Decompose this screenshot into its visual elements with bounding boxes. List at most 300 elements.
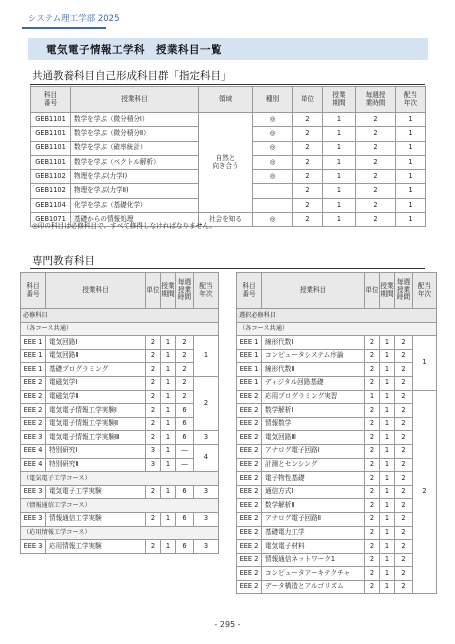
title-banner [28, 38, 428, 60]
course-row [21, 485, 219, 499]
col-domain-header: 領域 [199, 87, 253, 113]
course-name: 電気電子情報工学実験Ⅱ [46, 417, 146, 431]
period: 1 [323, 113, 356, 127]
weekly-hours: 2 [395, 363, 413, 377]
course-name: 電気回路Ⅱ [46, 349, 146, 363]
course-name: 情報通信工学実験 [46, 512, 146, 526]
course-code: EEE 1 [237, 336, 262, 350]
course-name: 基礎プログラミング [46, 363, 146, 377]
course-row [21, 363, 219, 377]
course-row [21, 336, 219, 350]
domain-cell: 社会を知る [199, 213, 253, 227]
weekly-hours: 2 [176, 376, 194, 390]
course-row [237, 417, 437, 431]
course-row [237, 404, 437, 418]
credit: 2 [146, 363, 161, 377]
course-row [21, 458, 219, 472]
period: 1 [161, 540, 176, 554]
period: 1 [380, 499, 395, 513]
weekly-hours: 2 [356, 141, 396, 155]
credit: 2 [365, 580, 380, 594]
course-code: EEE 3 [21, 485, 46, 499]
year: 1 [396, 113, 426, 127]
course-row [237, 336, 437, 350]
weekly-hours: 2 [395, 512, 413, 526]
period: 1 [161, 390, 176, 404]
group-row [237, 309, 437, 323]
course-code: EEE 1 [21, 336, 46, 350]
course-code: EEE 2 [237, 485, 262, 499]
course-name: 物理を学ぶ(力学Ⅰ) [71, 170, 199, 184]
year: 1 [396, 170, 426, 184]
course-code: GEB1104 [31, 198, 71, 212]
course-row [21, 444, 219, 458]
course-row [237, 349, 437, 363]
credit: 2 [293, 213, 323, 227]
course-row [237, 363, 437, 377]
weekly-hours: 2 [395, 376, 413, 390]
table-header-row [237, 273, 437, 309]
col-name-header: 授業科目 [46, 273, 146, 309]
course-name: 数学を学ぶ（ベクトル解析） [71, 155, 199, 169]
course-code: GEB1101 [31, 127, 71, 141]
col-hours-header: 毎週授 業時間 [356, 87, 396, 113]
weekly-hours: 2 [395, 458, 413, 472]
required-mark [253, 198, 293, 212]
course-code: EEE 2 [237, 417, 262, 431]
course-name: 基礎電力工学 [262, 526, 365, 540]
credit: 2 [146, 417, 161, 431]
section1-rule [30, 84, 425, 85]
course-row [31, 113, 426, 127]
weekly-hours: 2 [395, 485, 413, 499]
course-row [237, 512, 437, 526]
course-name: 電磁気学Ⅰ [46, 376, 146, 390]
table-header-row [31, 87, 426, 113]
course-row [237, 580, 437, 594]
weekly-hours: 2 [176, 390, 194, 404]
period: 1 [323, 213, 356, 227]
course-code: EEE 2 [237, 540, 262, 554]
subgroup-label: （情報通信工学コース） [21, 499, 219, 513]
credit: 2 [365, 376, 380, 390]
course-code: EEE 2 [237, 472, 262, 486]
course-row [237, 458, 437, 472]
course-code: EEE 2 [21, 404, 46, 418]
credit: 2 [146, 540, 161, 554]
col-code-header: 科目 番号 [237, 273, 262, 309]
col-year-header: 配当 年次 [396, 87, 426, 113]
course-code: EEE 2 [237, 526, 262, 540]
course-code: EEE 2 [21, 390, 46, 404]
course-name: コンピュータアーキテクチャ [262, 567, 365, 581]
subgroup-row [21, 322, 219, 336]
course-name: アナログ電子回路Ⅱ [262, 512, 365, 526]
course-name: 情報数学 [262, 417, 365, 431]
required-mark: ◎ [253, 170, 293, 184]
course-code: EEE 1 [21, 349, 46, 363]
course-code: EEE 4 [21, 458, 46, 472]
period: 1 [161, 458, 176, 472]
weekly-hours: 2 [395, 472, 413, 486]
period: 1 [380, 444, 395, 458]
course-row [237, 553, 437, 567]
year: 2 [194, 376, 219, 430]
period: 1 [323, 141, 356, 155]
year: 1 [194, 336, 219, 377]
top-header [22, 10, 222, 26]
subgroup-label: （各コース共通） [21, 322, 219, 336]
year: 1 [396, 184, 426, 198]
credit: 2 [365, 336, 380, 350]
period: 1 [380, 580, 395, 594]
course-name: 情報通信ネットワーク1 [262, 553, 365, 567]
credit: 2 [293, 198, 323, 212]
course-code: EEE 1 [237, 349, 262, 363]
period: 1 [323, 127, 356, 141]
period: 1 [380, 431, 395, 445]
col-period-header: 授業 期間 [323, 87, 356, 113]
weekly-hours: 2 [395, 431, 413, 445]
col-credit-header: 単位 [365, 273, 380, 309]
subgroup-label: （応用情報工学コース） [21, 526, 219, 540]
group-row [21, 309, 219, 323]
course-row [21, 390, 219, 404]
course-row [21, 349, 219, 363]
required-mark: ◎ [253, 213, 293, 227]
course-name: 電子物性基礎 [262, 472, 365, 486]
course-name: 線形代数Ⅰ [262, 336, 365, 350]
course-name: 応用プログラミング実習 [262, 390, 365, 404]
credit: 2 [365, 553, 380, 567]
year: 1 [396, 198, 426, 212]
weekly-hours: 2 [356, 155, 396, 169]
col-period-header: 授業 期間 [161, 273, 176, 309]
credit: 3 [146, 458, 161, 472]
col-name-header: 授業科目 [71, 87, 199, 113]
period: 1 [380, 485, 395, 499]
course-name: 計測とセンシング [262, 458, 365, 472]
period: 1 [380, 512, 395, 526]
period: 1 [161, 349, 176, 363]
period: 1 [380, 540, 395, 554]
subgroup-label: （各コース共通） [237, 322, 437, 336]
period: 1 [323, 155, 356, 169]
required-mark: ◎ [253, 127, 293, 141]
course-code: EEE 2 [237, 580, 262, 594]
weekly-hours: ― [176, 444, 194, 458]
course-code: EEE 1 [21, 363, 46, 377]
col-credit-header: 単位 [293, 87, 323, 113]
period: 1 [380, 349, 395, 363]
course-row [21, 404, 219, 418]
course-row [21, 540, 219, 554]
course-code: GEB1101 [31, 113, 71, 127]
course-name: 数学を学ぶ（微分積分Ⅰ） [71, 113, 199, 127]
weekly-hours: 6 [176, 512, 194, 526]
period: 1 [380, 404, 395, 418]
course-name: 電気電子工学実験 [46, 485, 146, 499]
course-code: EEE 2 [21, 417, 46, 431]
group-label: 選択必修科目 [237, 309, 437, 323]
course-name: 線形代数Ⅱ [262, 363, 365, 377]
domain-cell: 自然と 向き合う [199, 113, 253, 213]
weekly-hours: 2 [176, 336, 194, 350]
course-code: EEE 2 [237, 390, 262, 404]
period: 1 [380, 390, 395, 404]
year: 3 [194, 512, 219, 526]
course-name: 電気電子情報工学実験Ⅲ [46, 431, 146, 445]
required-mark [253, 184, 293, 198]
year: 1 [396, 127, 426, 141]
subgroup-row [21, 499, 219, 513]
weekly-hours: 2 [356, 170, 396, 184]
period: 1 [380, 417, 395, 431]
credit: 2 [365, 404, 380, 418]
required-mark: ◎ [253, 113, 293, 127]
section2-rule [30, 268, 425, 269]
course-name: 特別研究Ⅰ [46, 444, 146, 458]
period: 1 [161, 336, 176, 350]
credit: 2 [146, 376, 161, 390]
course-name: 電気電子情報工学実験Ⅰ [46, 404, 146, 418]
credit: 2 [365, 363, 380, 377]
col-hours-header: 毎週 授業 時間 [176, 273, 194, 309]
course-name: 電気回路Ⅰ [46, 336, 146, 350]
period: 1 [161, 363, 176, 377]
course-name: 数学解析Ⅰ [262, 404, 365, 418]
required-note: ◎印の科目は必修科目で、すべて修得しなければなりません。 [32, 222, 216, 230]
credit: 2 [146, 404, 161, 418]
period: 1 [380, 567, 395, 581]
credit: 2 [293, 141, 323, 155]
course-row [237, 376, 437, 390]
course-row [237, 431, 437, 445]
course-code: EEE 3 [21, 512, 46, 526]
weekly-hours: 2 [176, 349, 194, 363]
course-row [237, 567, 437, 581]
weekly-hours: 2 [395, 336, 413, 350]
credit: 2 [365, 458, 380, 472]
period: 1 [161, 444, 176, 458]
course-code: GEB1101 [31, 155, 71, 169]
year: 2 [413, 390, 437, 594]
credit: 2 [146, 336, 161, 350]
year: 3 [194, 540, 219, 554]
course-row [21, 512, 219, 526]
weekly-hours: 2 [395, 444, 413, 458]
course-name: 通信方式Ⅰ [262, 485, 365, 499]
credit: 2 [365, 472, 380, 486]
period: 1 [380, 526, 395, 540]
credit: 2 [293, 184, 323, 198]
course-code: EEE 1 [237, 363, 262, 377]
credit: 2 [293, 113, 323, 127]
course-row [21, 417, 219, 431]
course-name: 数学を学ぶ（微分積分Ⅱ） [71, 127, 199, 141]
col-year-header: 配当 年次 [413, 273, 437, 309]
col-code-header: 科目 番号 [21, 273, 46, 309]
course-row [237, 526, 437, 540]
weekly-hours: 2 [395, 349, 413, 363]
credit: 2 [365, 540, 380, 554]
course-name: 物理を学ぶ(力学Ⅱ) [71, 184, 199, 198]
year: 3 [194, 485, 219, 499]
course-name: コンピュータシステム序論 [262, 349, 365, 363]
year: 1 [396, 213, 426, 227]
weekly-hours: 6 [176, 485, 194, 499]
weekly-hours: 2 [395, 580, 413, 594]
year: 1 [396, 155, 426, 169]
course-name: 基礎からの情報処理 [71, 213, 199, 227]
period: 1 [380, 336, 395, 350]
col-type-header: 種別 [253, 87, 293, 113]
required-mark: ◎ [253, 141, 293, 155]
course-code: EEE 3 [21, 540, 46, 554]
subgroup-row [21, 526, 219, 540]
course-code: GEB1071 [31, 213, 71, 227]
period: 1 [161, 376, 176, 390]
year: 1 [413, 336, 437, 390]
credit: 2 [365, 431, 380, 445]
period: 1 [380, 458, 395, 472]
course-code: EEE 2 [21, 376, 46, 390]
period: 1 [323, 170, 356, 184]
course-row [237, 499, 437, 513]
year: 4 [194, 444, 219, 471]
credit: 2 [146, 390, 161, 404]
year: 1 [396, 141, 426, 155]
group-label: 必修科目 [21, 309, 219, 323]
credit: 2 [146, 431, 161, 445]
course-code: EEE 2 [237, 553, 262, 567]
course-code: EEE 1 [237, 376, 262, 390]
weekly-hours: 2 [356, 198, 396, 212]
course-name: 電気回路Ⅲ [262, 431, 365, 445]
course-row [237, 485, 437, 499]
credit: 1 [365, 390, 380, 404]
specialized-left-table [20, 272, 219, 554]
course-row [237, 540, 437, 554]
course-row [21, 431, 219, 445]
period: 1 [161, 417, 176, 431]
credit: 2 [146, 512, 161, 526]
weekly-hours: 6 [176, 404, 194, 418]
weekly-hours: 2 [395, 390, 413, 404]
period: 1 [161, 404, 176, 418]
credit: 3 [146, 444, 161, 458]
col-code-header: 科目 番号 [31, 87, 71, 113]
course-code: EEE 2 [237, 404, 262, 418]
course-code: EEE 2 [237, 567, 262, 581]
course-code: EEE 3 [21, 431, 46, 445]
course-name: 電磁気学Ⅱ [46, 390, 146, 404]
col-year-header: 配当 年次 [194, 273, 219, 309]
period: 1 [380, 553, 395, 567]
course-row [21, 376, 219, 390]
weekly-hours: 2 [356, 213, 396, 227]
header-rule [22, 27, 106, 29]
credit: 2 [293, 127, 323, 141]
credit: 2 [146, 485, 161, 499]
credit: 2 [365, 499, 380, 513]
course-row [237, 390, 437, 404]
col-name-header: 授業科目 [262, 273, 365, 309]
header-text: システム理工学部 2025 [28, 14, 120, 24]
weekly-hours: 2 [356, 127, 396, 141]
year: 3 [194, 431, 219, 445]
course-code: GEB1102 [31, 184, 71, 198]
course-code: EEE 2 [237, 499, 262, 513]
period: 1 [380, 363, 395, 377]
col-hours-header: 毎週 授業 時間 [395, 273, 413, 309]
course-name: 特別研究Ⅱ [46, 458, 146, 472]
course-code: EEE 2 [237, 431, 262, 445]
weekly-hours: 6 [176, 540, 194, 554]
period: 1 [161, 485, 176, 499]
page-number: - 295 - [214, 620, 241, 629]
weekly-hours: 2 [395, 404, 413, 418]
weekly-hours: 6 [176, 417, 194, 431]
credit: 2 [365, 444, 380, 458]
weekly-hours: 2 [395, 553, 413, 567]
course-code: EEE 4 [21, 444, 46, 458]
course-code: GEB1102 [31, 170, 71, 184]
section2-title: 専門教育科目 [32, 255, 95, 267]
col-credit-header: 単位 [146, 273, 161, 309]
credit: 2 [293, 155, 323, 169]
course-code: GEB1101 [31, 141, 71, 155]
weekly-hours: ― [176, 458, 194, 472]
course-code: EEE 2 [237, 458, 262, 472]
credit: 2 [146, 349, 161, 363]
subgroup-row [237, 322, 437, 336]
period: 1 [323, 184, 356, 198]
period: 1 [323, 198, 356, 212]
course-name: アナログ電子回路Ⅰ [262, 444, 365, 458]
course-name: 応用情報工学実験 [46, 540, 146, 554]
course-name: 数学を学ぶ（確率統計） [71, 141, 199, 155]
credit: 2 [365, 512, 380, 526]
page-title: 電気電子情報工学科 授業科目一覧 [46, 44, 222, 56]
course-row [237, 444, 437, 458]
period: 1 [161, 431, 176, 445]
weekly-hours: 2 [176, 363, 194, 377]
course-code: EEE 2 [237, 444, 262, 458]
subgroup-row [21, 472, 219, 486]
credit: 2 [365, 567, 380, 581]
period: 1 [380, 472, 395, 486]
credit: 2 [365, 485, 380, 499]
subgroup-label: （電気電子工学コース） [21, 472, 219, 486]
course-row [237, 472, 437, 486]
credit: 2 [365, 526, 380, 540]
table-header-row [21, 273, 219, 309]
course-code: EEE 2 [237, 512, 262, 526]
common-courses-table [30, 86, 426, 227]
credit: 2 [365, 349, 380, 363]
course-name: 数学解析Ⅱ [262, 499, 365, 513]
weekly-hours: 2 [395, 499, 413, 513]
course-name: ディジタル回路基礎 [262, 376, 365, 390]
weekly-hours: 2 [395, 526, 413, 540]
period: 1 [380, 376, 395, 390]
weekly-hours: 6 [176, 431, 194, 445]
weekly-hours: 2 [395, 540, 413, 554]
col-period-header: 授業 期間 [380, 273, 395, 309]
weekly-hours: 2 [395, 567, 413, 581]
weekly-hours: 2 [356, 184, 396, 198]
